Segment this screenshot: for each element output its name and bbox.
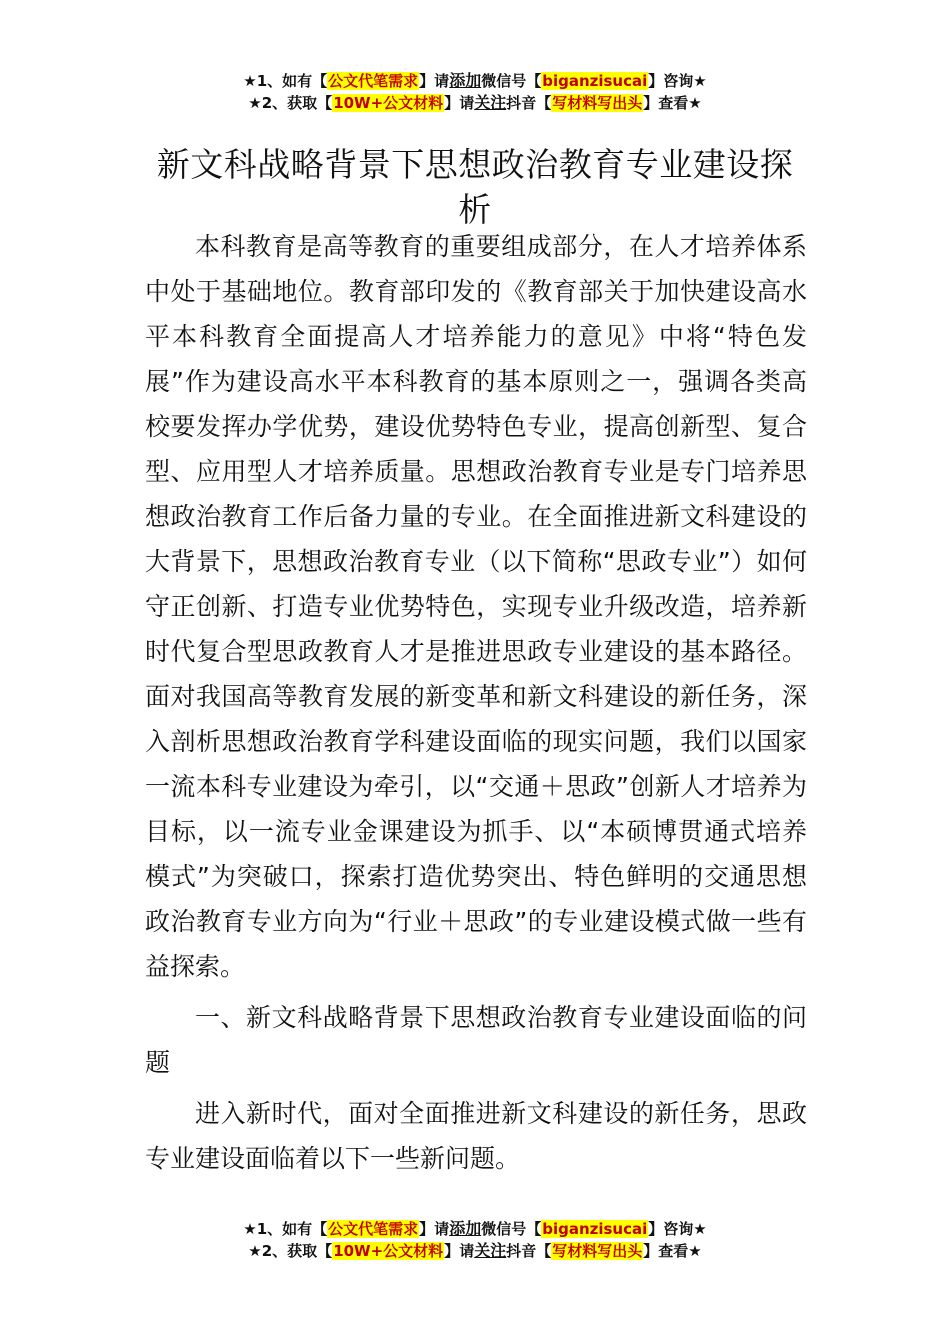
- banner-highlight: 写材料写出头: [552, 1242, 643, 1260]
- banner-text: 】查看★: [643, 94, 702, 112]
- banner-highlight: 公文代笔需求: [328, 1220, 419, 1238]
- banner-emphasis: 添加: [449, 1219, 482, 1238]
- banner-text: 】查看★: [643, 1242, 702, 1260]
- paragraph-intro: 本科教育是高等教育的重要组成部分，在人才培养体系中处于基础地位。教育部印发的《教育部关于加快建设高水平本科教育全面提高人才培养能力的意见》中将“特色发展”作为建设高水平本科教育的基本原则之一，强调各类高校要发挥办学优势，建设优势特色专业，提高创新型、复合型、应用型人才培养质量。思想政治教育专业是专门培养思想政治教育工作后备力量的专业。在全面推进新文科建设的大背景下，思想政治教育专业（以下简称“思政专业”）如何守正创新、打造专业优势特色，实现专业升级改造，培养新时代复合型思政教育人才是推进思政专业建设的基本路径。面对我国高等教育发展的新变革和新文科建设的新任务，深入剖析思想政治教育学科建设面临的现实问题，我们以国家一流本科专业建设为牵引，以“交通＋思政”创新人才培养为目标，以一流专业金课建设为抓手、以“本硕博贯通式培养模式”为突破口，探索打造优势突出、特色鲜明的交通思想政治教育专业方向为“行业＋思政”的专业建设模式做一些有益探索。: [145, 232, 807, 981]
- banner-line-2: [0, 1240, 950, 1262]
- banner-text: 】请: [444, 94, 475, 112]
- banner-text: 】请: [419, 1220, 450, 1238]
- banner-emphasis: 关注: [474, 93, 507, 112]
- banner-emphasis: 添加: [449, 71, 482, 90]
- banner-line-1: [0, 1218, 950, 1240]
- banner-text: 抖音【: [506, 94, 552, 112]
- bottom-banner: [0, 1218, 950, 1262]
- banner-highlight: 写材料写出头: [552, 94, 643, 112]
- banner-line-2: [0, 92, 950, 114]
- banner-text: ★2、获取【: [248, 94, 333, 112]
- banner-highlight: 10W+公文材料: [333, 94, 444, 112]
- banner-emphasis: 关注: [474, 1241, 507, 1260]
- banner-highlight: biganzisucai: [542, 1220, 648, 1238]
- banner-highlight: 公文代笔需求: [328, 72, 419, 90]
- banner-text: 】咨询★: [648, 72, 707, 90]
- banner-text: 微信号【: [481, 72, 542, 90]
- banner-text: 微信号【: [481, 1220, 542, 1238]
- section-heading-1: 一、新文科战略背景下思想政治教育专业建设面临的问题: [145, 1003, 807, 1077]
- banner-text: 】请: [444, 1242, 475, 1260]
- top-banner: [0, 70, 950, 114]
- banner-line-1: [0, 70, 950, 92]
- banner-highlight: biganzisucai: [542, 72, 648, 90]
- banner-text: 】咨询★: [648, 1220, 707, 1238]
- banner-text: ★1、如有【: [243, 72, 328, 90]
- document-title: 新文科战略背景下思想政治教育专业建设探析: [156, 145, 794, 230]
- document-body: [145, 224, 807, 1187]
- banner-highlight: 10W+公文材料: [333, 1242, 444, 1260]
- paragraph-section-1: 进入新时代，面对全面推进新文科建设的新任务，思政专业建设面临着以下一些新问题。: [145, 1099, 807, 1173]
- banner-text: ★1、如有【: [243, 1220, 328, 1238]
- banner-text: ★2、获取【: [248, 1242, 333, 1260]
- banner-text: 】请: [419, 72, 450, 90]
- banner-text: 抖音【: [506, 1242, 552, 1260]
